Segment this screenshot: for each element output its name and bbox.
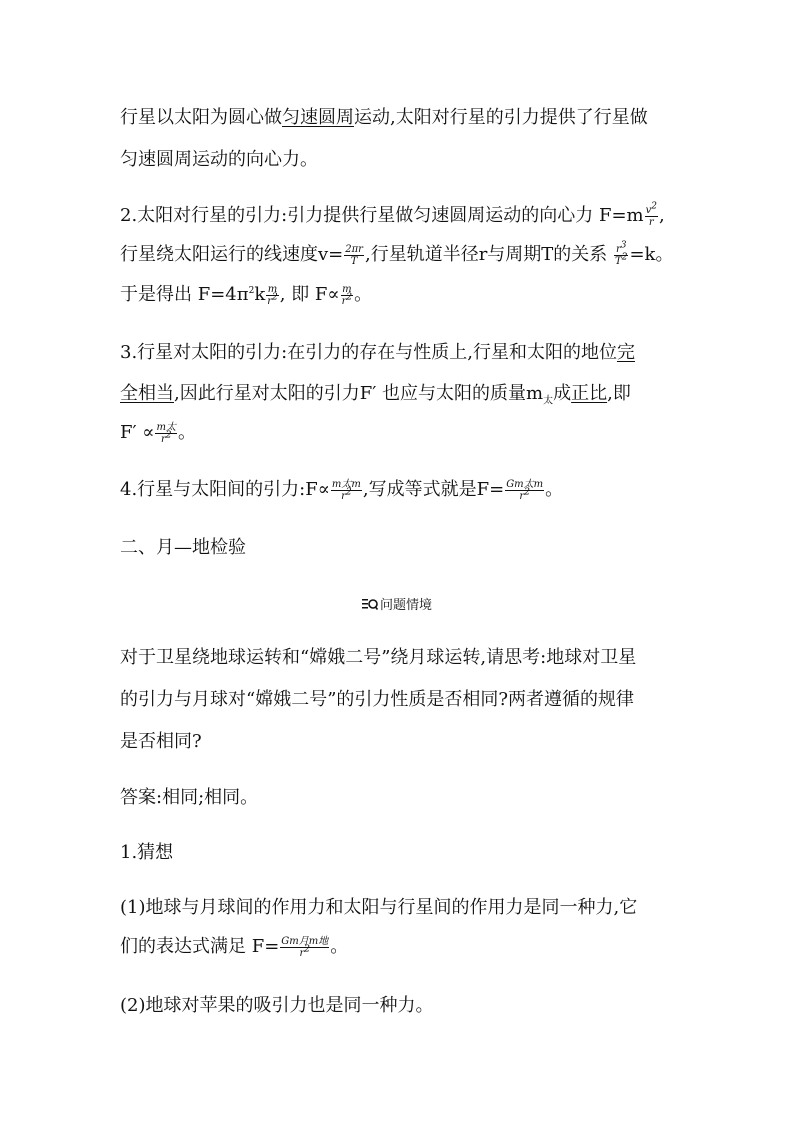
underlined-term: 全相当 — [120, 383, 174, 404]
text: , 即 F∝ — [279, 284, 340, 305]
guess1-line-1: (1)地球与月球间的作用力和太阳与行星间的作用力是同一种力,它 — [120, 897, 638, 918]
text: 们的表达式满足 F= — [120, 936, 280, 957]
fraction-msun-over-r2: $\frac{\text{m太}}{r2}$ — [156, 421, 176, 445]
item3-line-2 — [120, 382, 680, 406]
text: ,因此行星对太阳的引力F′ 也应与太阳的质量m — [174, 383, 544, 404]
underlined-term: 匀速圆周 — [282, 107, 354, 128]
item3-line-1 — [120, 341, 680, 365]
fraction-gmsun-m-over-r2: $\frac{\text{Gm太m}}{r2}$ — [506, 478, 544, 502]
section-title: 二、月—地检验 — [120, 537, 246, 558]
text: 2.太阳对行星的引力:引力提供行星做匀速圆周运动的向心力 F= — [120, 205, 627, 226]
text: 行星以太阳为圆心做 — [120, 107, 282, 128]
text: 。 — [330, 936, 349, 957]
text: ,行星轨道半径r与周期T的关系 — [364, 244, 608, 265]
guess1-line-2 — [120, 935, 680, 959]
text: F′ ∝ — [120, 422, 155, 443]
text: 于是得出 F=4π — [120, 284, 249, 305]
fraction-m-over-r2-proportional: $\frac{m}{r2}$ — [341, 283, 353, 307]
fraction-2pir-over-t: $\frac{2\pi r}{T}$ — [345, 243, 363, 267]
text: m — [626, 205, 644, 226]
underlined-term: 正比 — [571, 383, 608, 404]
guess-title: 1.猜想 — [120, 842, 174, 863]
underlined-term: 完 — [616, 342, 635, 363]
item2-line-1 — [120, 201, 680, 228]
heading-text: 问题情境 — [379, 598, 432, 613]
text: , — [659, 205, 665, 226]
item3-line-3 — [120, 421, 680, 445]
scenario-line-1: 对于卫星绕地球运转和“嫦娥二号”绕月球运转,请思考:地球对卫星 — [120, 647, 637, 668]
item4-line — [120, 478, 680, 502]
guess2: (2)地球对苹果的吸引力也是同一种力。 — [120, 995, 434, 1016]
text: =k。 — [629, 244, 674, 265]
text: 3.行星对太阳的引力:在引力的存在与性质上,行星和太阳的地位 — [120, 342, 617, 363]
text: k — [254, 284, 266, 305]
text: ,写成等式就是F= — [362, 479, 505, 500]
text: 。 — [177, 422, 196, 443]
scenario-line-3: 是否相同? — [120, 731, 202, 752]
text: 成 — [553, 383, 572, 404]
item2-line-2 — [120, 240, 680, 267]
text: 。 — [354, 284, 373, 305]
question-context-icon — [362, 598, 378, 614]
scenario-heading — [0, 594, 794, 614]
text: 运动,太阳对行星的引力提供了行星做 — [354, 107, 648, 128]
text: 。 — [545, 479, 564, 500]
fraction-m-over-r2: $\frac{m}{r2}$ — [267, 283, 278, 307]
subscript: 太 — [543, 395, 554, 407]
text: ,即 — [607, 383, 631, 404]
item2-line-3: 于是得出 $F=4\pi^2k$ $\frac{m}{r2}$ , 即 F∝ $\frac{m}{r2}$ 。 — [120, 283, 373, 307]
answer: 答案:相同;相同。 — [120, 787, 259, 808]
fraction-msun-m-over-r2: $\frac{\text{m太m}}{r2}$ — [331, 478, 361, 502]
fraction-r3-over-t2: $\frac{r3}{T2}$ — [615, 240, 628, 267]
scenario-line-2: 的引力与月球对“嫦娥二号”的引力性质是否相同?两者遵循的规律 — [120, 689, 635, 710]
fraction-v2-over-r: $\frac{v2}{r}$ — [645, 201, 657, 228]
intro-line-2: 匀速圆周运动的向心力。 — [120, 149, 318, 170]
intro-line-1 — [120, 106, 680, 130]
fraction-gm-moon-m-earth-over-r2: $\frac{\text{Gm月m地}}{r2}$ — [281, 935, 329, 959]
text: 行星绕太阳运行的线速度v= — [120, 244, 344, 265]
text: 4.行星与太阳间的引力:F∝ — [120, 479, 330, 500]
